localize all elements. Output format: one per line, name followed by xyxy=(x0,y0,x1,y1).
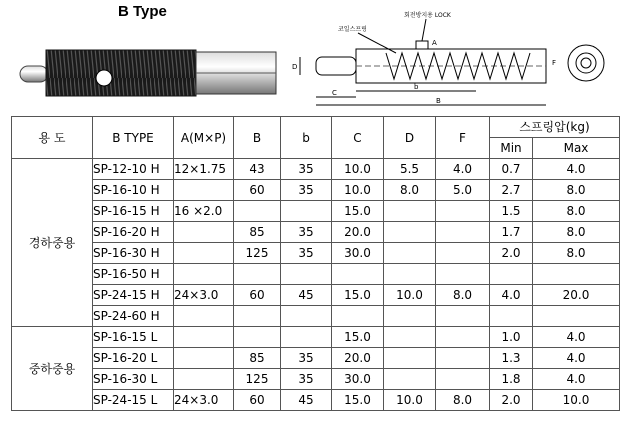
table-cell: 30.0 xyxy=(332,243,384,264)
table-row xyxy=(12,285,620,306)
table-cell: 8.0 xyxy=(533,180,620,201)
dim-C: C xyxy=(332,89,337,97)
table-cell: SP-12-10 H xyxy=(93,159,174,180)
table-cell: 10.0 xyxy=(533,390,620,411)
dim-D: D xyxy=(292,63,298,71)
table-row xyxy=(12,348,620,369)
group-label: 경하중용 xyxy=(12,159,93,327)
header-usage: 용 도 xyxy=(12,117,93,159)
table-row xyxy=(12,306,620,327)
table-cell: 125 xyxy=(234,369,281,390)
table-cell: SP-16-20 L xyxy=(93,348,174,369)
header-C: C xyxy=(332,117,384,159)
table-cell xyxy=(281,201,332,222)
table-cell: 8.0 xyxy=(384,180,436,201)
table-cell xyxy=(174,180,234,201)
table-row xyxy=(12,201,620,222)
table-cell: 10.0 xyxy=(332,180,384,201)
table-cell: SP-16-50 H xyxy=(93,264,174,285)
table-cell: SP-16-30 H xyxy=(93,243,174,264)
cross-section-drawing xyxy=(286,5,616,113)
table-cell: 35 xyxy=(281,348,332,369)
table-cell xyxy=(281,327,332,348)
table-cell: SP-16-15 L xyxy=(93,327,174,348)
table-cell: 60 xyxy=(234,390,281,411)
table-cell: 60 xyxy=(234,180,281,201)
header-min: Min xyxy=(490,138,533,159)
table-cell xyxy=(174,327,234,348)
header-max: Max xyxy=(533,138,620,159)
lock-label: 회전방지용 LOCK xyxy=(404,12,451,19)
table-cell: 10.0 xyxy=(332,159,384,180)
table-cell xyxy=(281,264,332,285)
table-cell xyxy=(332,306,384,327)
table-cell: 8.0 xyxy=(533,222,620,243)
table-cell: SP-24-15 L xyxy=(93,390,174,411)
table-row xyxy=(12,390,620,411)
table-cell xyxy=(436,243,490,264)
table-cell: SP-16-10 H xyxy=(93,180,174,201)
table-cell: 1.8 xyxy=(490,369,533,390)
table-row xyxy=(12,159,620,180)
dim-A: A xyxy=(432,39,437,47)
table-cell: 0.7 xyxy=(490,159,533,180)
table-cell: SP-24-60 H xyxy=(93,306,174,327)
table-cell xyxy=(332,264,384,285)
table-cell: 85 xyxy=(234,348,281,369)
table-cell: 4.0 xyxy=(533,348,620,369)
table-cell: 20.0 xyxy=(332,348,384,369)
table-cell xyxy=(174,222,234,243)
table-cell: SP-24-15 H xyxy=(93,285,174,306)
table-cell xyxy=(174,306,234,327)
table-cell: 45 xyxy=(281,390,332,411)
table-cell: 2.7 xyxy=(490,180,533,201)
dim-F: F xyxy=(552,59,557,67)
dim-b: b xyxy=(414,83,419,91)
table-cell xyxy=(234,264,281,285)
table-cell: 1.3 xyxy=(490,348,533,369)
table-cell xyxy=(436,327,490,348)
table-cell: 4.0 xyxy=(533,369,620,390)
table-cell: 1.0 xyxy=(490,327,533,348)
dim-B: B xyxy=(436,97,441,105)
table-cell xyxy=(436,201,490,222)
header-D: D xyxy=(384,117,436,159)
table-cell xyxy=(234,327,281,348)
table-cell: 35 xyxy=(281,369,332,390)
table-cell xyxy=(384,264,436,285)
table-cell: SP-16-15 H xyxy=(93,201,174,222)
table-cell: 15.0 xyxy=(332,285,384,306)
table-cell: 8.0 xyxy=(436,390,490,411)
table-cell: 45 xyxy=(281,285,332,306)
header-spring: 스프링압(kg) xyxy=(490,117,620,138)
table-cell xyxy=(384,306,436,327)
table-cell: 4.0 xyxy=(436,159,490,180)
table-cell: 16 ×2.0 xyxy=(174,201,234,222)
table-cell xyxy=(384,327,436,348)
table-cell: 15.0 xyxy=(332,390,384,411)
table-cell xyxy=(174,348,234,369)
header-type: B TYPE xyxy=(93,117,174,159)
table-cell: 24×3.0 xyxy=(174,285,234,306)
table-row xyxy=(12,264,620,285)
table-cell: 2.0 xyxy=(490,243,533,264)
table-cell: 35 xyxy=(281,159,332,180)
table-cell: 8.0 xyxy=(533,243,620,264)
table-cell xyxy=(234,306,281,327)
table-cell xyxy=(436,348,490,369)
table-cell: SP-16-20 H xyxy=(93,222,174,243)
spring-label: 코일스프링 xyxy=(338,26,367,33)
table-row xyxy=(12,369,620,390)
table-cell xyxy=(174,369,234,390)
table-cell xyxy=(436,222,490,243)
table-cell: 125 xyxy=(234,243,281,264)
table-cell: 35 xyxy=(281,243,332,264)
table-row xyxy=(12,327,620,348)
header-b-small: b xyxy=(281,117,332,159)
table-cell: 8.0 xyxy=(533,201,620,222)
table-cell: 1.7 xyxy=(490,222,533,243)
table-cell: 2.0 xyxy=(490,390,533,411)
table-cell xyxy=(436,369,490,390)
table-cell: 15.0 xyxy=(332,201,384,222)
table-cell: 10.0 xyxy=(384,390,436,411)
header-B: B xyxy=(234,117,281,159)
header-row xyxy=(12,117,620,138)
table-cell: 4.0 xyxy=(533,327,620,348)
table-cell: 85 xyxy=(234,222,281,243)
table-row xyxy=(12,180,620,201)
table-cell xyxy=(533,306,620,327)
table-cell xyxy=(234,201,281,222)
table-cell xyxy=(174,243,234,264)
table-cell: 4.0 xyxy=(533,159,620,180)
table-cell xyxy=(490,306,533,327)
table-cell: SP-16-30 L xyxy=(93,369,174,390)
table-cell xyxy=(281,306,332,327)
plunger-photo xyxy=(18,38,278,108)
table-cell: 30.0 xyxy=(332,369,384,390)
table-cell xyxy=(384,348,436,369)
table-cell: 20.0 xyxy=(332,222,384,243)
table-cell xyxy=(384,243,436,264)
table-row xyxy=(12,222,620,243)
table-row xyxy=(12,243,620,264)
table-cell: 43 xyxy=(234,159,281,180)
table-cell xyxy=(436,264,490,285)
table-cell: 60 xyxy=(234,285,281,306)
table-cell xyxy=(436,306,490,327)
table-cell: 10.0 xyxy=(384,285,436,306)
table-cell: 35 xyxy=(281,222,332,243)
table-cell: 4.0 xyxy=(490,285,533,306)
header-F: F xyxy=(436,117,490,159)
table-cell: 5.5 xyxy=(384,159,436,180)
table-cell: 8.0 xyxy=(436,285,490,306)
table-cell: 20.0 xyxy=(533,285,620,306)
table-cell xyxy=(384,369,436,390)
table-cell: 35 xyxy=(281,180,332,201)
header-a: A(M×P) xyxy=(174,117,234,159)
table-cell xyxy=(490,264,533,285)
table-cell xyxy=(384,222,436,243)
table-cell xyxy=(384,201,436,222)
spec-table xyxy=(11,116,620,411)
table-cell xyxy=(533,264,620,285)
page-title: B Type xyxy=(118,3,167,20)
table-cell xyxy=(174,264,234,285)
table-cell: 15.0 xyxy=(332,327,384,348)
table-cell: 1.5 xyxy=(490,201,533,222)
table-cell: 5.0 xyxy=(436,180,490,201)
table-cell: 12×1.75 xyxy=(174,159,234,180)
table-cell: 24×3.0 xyxy=(174,390,234,411)
group-label: 중하중용 xyxy=(12,327,93,411)
